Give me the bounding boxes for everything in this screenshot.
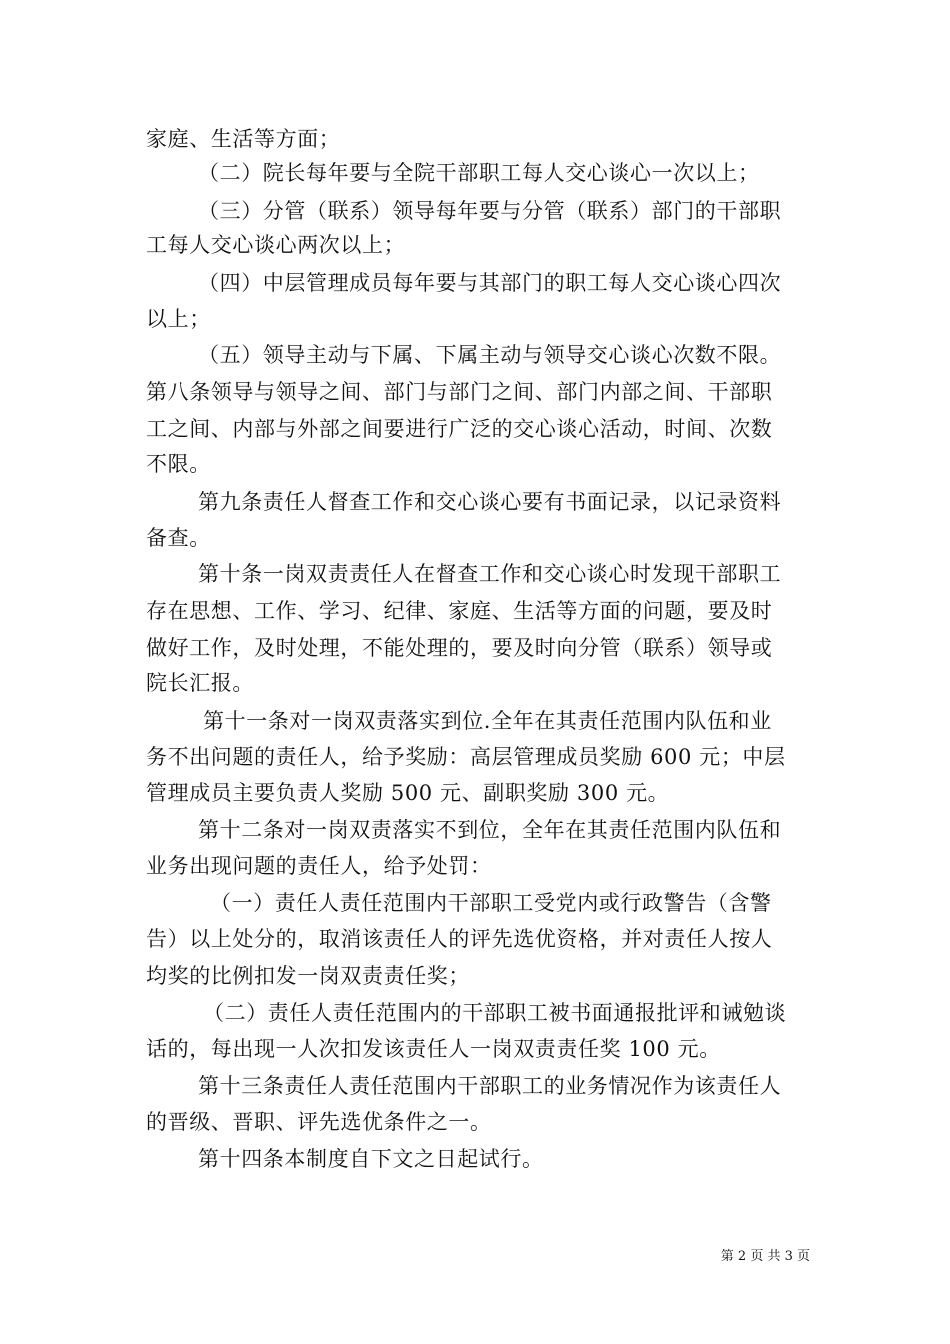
page-number: 第 2 页 共 3 页: [720, 1249, 810, 1264]
text-line: 话的，每出现一人次扣发该责任人一岗双责责任奖 100 元。: [146, 1037, 721, 1061]
text-line: 家庭、生活等方面；: [146, 127, 341, 151]
text-line: 的晋级、晋职、评先选优条件之一。: [146, 1110, 492, 1134]
text-line: 均奖的比例扣发一岗双责责任奖；: [146, 964, 470, 988]
text-line: 业务出现问题的责任人，给予处罚：: [146, 854, 492, 878]
text-line: 第十四条本制度自下文之日起试行。: [198, 1147, 544, 1171]
text-line: （一）责任人责任范围内干部职工受党内或行政警告（含警: [210, 891, 772, 915]
text-line: 工每人交心谈心两次以上；: [146, 233, 406, 257]
text-line: 第十二条对一岗双责落实不到位，全年在其责任范围内队伍和: [198, 818, 782, 842]
text-line: 第九条责任人督查工作和交心谈心要有书面记录，以记录资料: [198, 490, 782, 514]
text-line: （三）分管（联系）领导每年要与分管（联系）部门的干部职: [198, 199, 782, 223]
text-line: 管理成员主要负责人奖励 500 元、副职奖励 300 元。: [146, 781, 670, 805]
text-line: 工之间、内部与外部之间要进行广泛的交心谈心活动，时间、次数: [146, 417, 773, 441]
text-line: 务不出问题的责任人，给予奖励：高层管理成员奖励 600 元；中层: [146, 745, 786, 769]
text-line: （五）领导主动与下属、下属主动与领导交心谈心次数不限。: [198, 343, 782, 367]
text-line: 第十一条对一岗双责落实到位.全年在其责任范围内队伍和业: [203, 709, 772, 733]
text-line: （四）中层管理成员每年要与其部门的职工每人交心谈心四次: [198, 271, 782, 295]
text-line: 存在思想、工作、学习、纪律、家庭、生活等方面的问题，要及时: [146, 599, 773, 623]
text-line: 备查。: [146, 526, 211, 550]
text-line: （二）责任人责任范围内的干部职工被书面通报批评和诫勉谈: [203, 1001, 787, 1025]
text-line: 以上；: [146, 307, 211, 331]
text-line: 第八条领导与领导之间、部门与部门之间、部门内部之间、干部职: [146, 380, 773, 404]
text-line: 不限。: [146, 452, 211, 476]
text-line: （二）院长每年要与全院干部职工每人交心谈心一次以上；: [198, 161, 760, 185]
text-line: 第十条一岗双责责任人在督查工作和交心谈心时发现干部职工: [198, 562, 782, 586]
text-line: 做好工作，及时处理，不能处理的，要及时向分管（联系）领导或: [146, 636, 773, 660]
text-line: 院长汇报。: [146, 671, 254, 695]
text-line: 告）以上处分的，取消该责任人的评先选优资格，并对责任人按人: [146, 927, 773, 951]
text-line: 第十三条责任人责任范围内干部职工的业务情况作为该责任人: [198, 1074, 782, 1098]
